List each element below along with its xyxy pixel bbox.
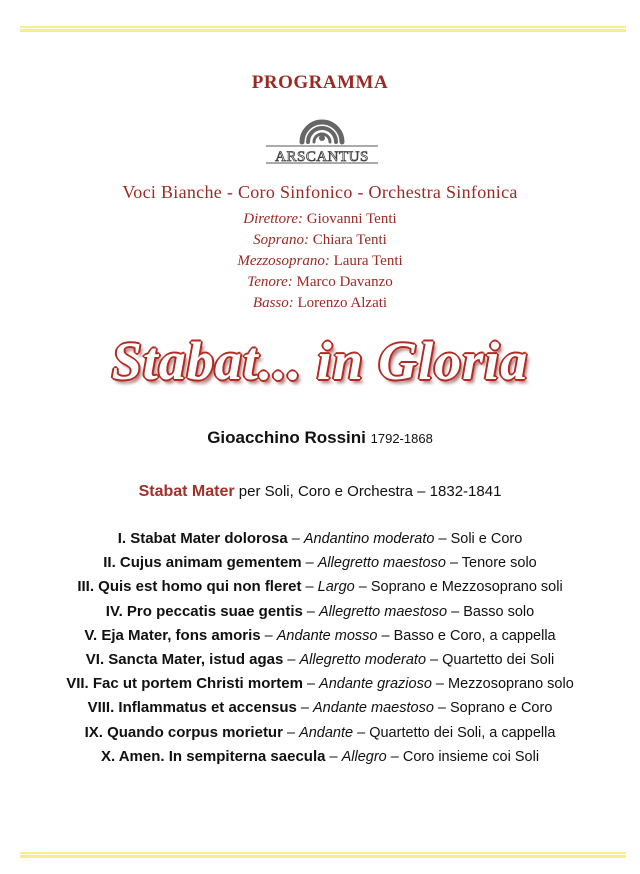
cast-role: Mezzosoprano: xyxy=(237,253,330,269)
composer-line xyxy=(0,428,640,448)
cast-row-soprano xyxy=(0,230,640,251)
movement-row: VII. Fac ut portem Christi mortem – Andante grazioso – Mezzosoprano solo xyxy=(66,675,574,693)
movement-row: IX. Quando corpus morietur – Andante – Quartetto dei Soli, a cappella xyxy=(84,723,556,741)
movement-row: VIII. Inflammatus et accensus – Andante maestoso – Soprano e Coro xyxy=(87,699,553,717)
logo-text: ARSCANTUS xyxy=(275,149,369,165)
movement-row: V. Eja Mater, fons amoris – Andante mosso – Basso e Coro, a cappella xyxy=(84,626,556,644)
top-border-stripe xyxy=(20,26,626,32)
composer-name: Gioacchino Rossini xyxy=(207,428,366,447)
cast-role: Tenore: xyxy=(247,274,293,290)
movement-row: IV. Pro peccatis suae gentis – Allegretto maestoso – Basso solo xyxy=(105,602,535,620)
cast-name: Giovanni Tenti xyxy=(306,211,397,227)
ensemble-line: Voci Bianche - Coro Sinfonico - Orchestra Sinfonica xyxy=(122,182,518,202)
movements-list xyxy=(0,527,640,769)
composer-dates: 1792-1868 xyxy=(370,431,433,446)
programma-heading: PROGRAMMA xyxy=(251,72,389,93)
cast-role: Basso: xyxy=(252,295,294,311)
arscantus-logo xyxy=(258,108,386,170)
concert-title: Stabat... in Gloria xyxy=(111,331,529,391)
cast-name: Laura Tenti xyxy=(333,253,403,269)
cast-row-basso xyxy=(0,293,640,314)
movement-row: X. Amen. In sempiterna saecula – Allegro – Coro insieme coi Soli xyxy=(100,747,540,765)
movement-row: II. Cujus animam gementem – Allegretto maestoso – Tenore solo xyxy=(103,554,537,572)
cast-row-mezzosoprano xyxy=(0,251,640,272)
work-title: Stabat Mater xyxy=(138,483,235,500)
movement-row: III. Quis est homo qui non fleret – Largo – Soprano e Mezzosoprano soli xyxy=(77,578,563,596)
work-line xyxy=(0,483,640,501)
cast-list xyxy=(0,209,640,314)
cast-row-tenore xyxy=(0,272,640,293)
movement-row: I. Stabat Mater dolorosa – Andantino moderato – Soli e Coro xyxy=(117,530,523,547)
work-description: per Soli, Coro e Orchestra – 1832-1841 xyxy=(238,483,502,500)
cast-name: Marco Davanzo xyxy=(296,274,393,290)
cast-role: Direttore: xyxy=(243,211,304,227)
cast-name: Lorenzo Alzati xyxy=(297,295,388,311)
cast-name: Chiara Tenti xyxy=(312,232,387,248)
bottom-border-stripe xyxy=(20,852,626,858)
movement-row: VI. Sancta Mater, istud agas – Allegretto moderato – Quartetto dei Soli xyxy=(85,651,555,669)
cast-role: Soprano: xyxy=(253,232,309,248)
cast-row-direttore xyxy=(0,209,640,230)
